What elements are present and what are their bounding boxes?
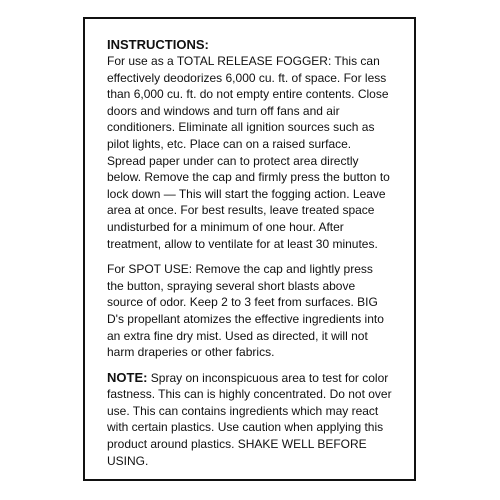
note-text: Spray on inconspicuous area to test for color fastness. This can is highly concentrated. Do not over use. This can contains ingredients which may react with certain plastics. Use caution when applying this product around plastics. SHAKE WELL BEFORE USING. xyxy=(107,370,392,468)
note-label: NOTE: xyxy=(107,369,148,385)
total-release-instructions: For use as a TOTAL RELEASE FOGGER: This can effectively deodorizes 6,000 cu. ft. of space. For less than 6,000 cu. ft. do not empty entire contents. Close doors and windows and turn off fans and air conditioners. Eliminate all ignition sources such as pilot lights, etc. Place can on a raised surface. Spread paper under can to protect area directly below. Remove the cap and firmly press the button to lock down — This will start the fogging action. Leave area at once. For best results, leave treated space undisturbed for a minimum of one hour. After treatment, allow to ventilate for at least 30 minutes. xyxy=(107,54,390,251)
instructions-heading: INSTRUCTIONS: xyxy=(107,37,209,52)
spot-use-instructions: For SPOT USE: Remove the cap and lightly press the button, spraying several short blasts above source of odor. Keep 2 to 3 feet from surfaces. BIG D's propellant atomizes the effective ingredients into an extra fine dry mist. Used as directed, it will not harm draperies or other fabrics. xyxy=(107,262,384,360)
note-paragraph xyxy=(107,370,392,470)
instruction-label-panel xyxy=(83,17,416,481)
